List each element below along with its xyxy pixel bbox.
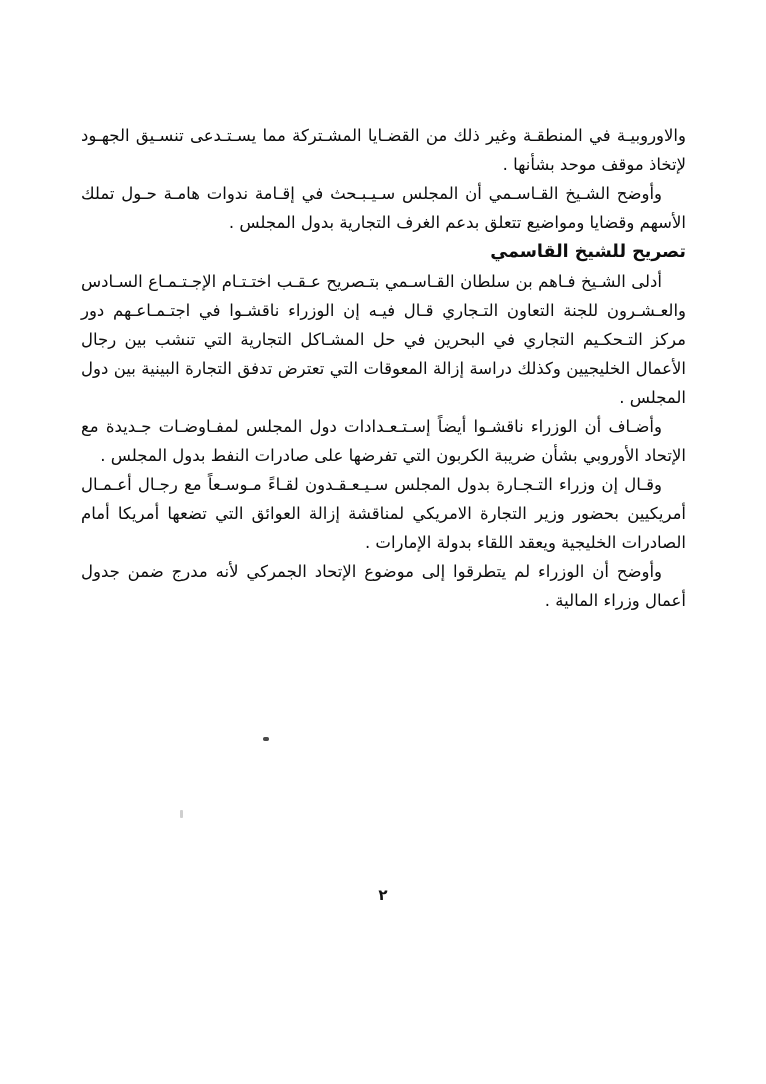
- scan-speck: [263, 737, 269, 741]
- section-heading: تصريح للشيخ القاسمي: [490, 242, 686, 262]
- paragraph-statement: أدلى الشـيخ فـاهم بن سلطان القـاسـمي بتـصريح عـقـب اختـتـام الإجـتـمـاع السـادس والعـشـرون للجنة التعاون التـجاري قـال فيـه إن الوزراء ناقشـوا في اجتـمـاعـهم دور مركز التـحكـيم التجاري في البحرين في حل المشـاكل التجارية التي تنشب بين رجال الأعمال الخليجيين وكذلك دراسة إزالة المعوقات التي تعترض تدفق التجارة البينية بين دول المجلس .: [81, 272, 686, 407]
- page-number: ٢: [378, 886, 388, 904]
- paragraph-customs-union: وأوضح أن الوزراء لم يتطرقوا إلى موضوع الإتحاد الجمركي لأنه مدرج ضمن جدول أعمال وزراء المالية .: [81, 562, 686, 610]
- scan-speck: [180, 810, 183, 818]
- paragraph-carbon-tax: وأضـاف أن الوزراء ناقشـوا أيضاً إسـتـعـدادات دول المجلس لمفـاوضـات جـديدة مع الإتحاد الأوروبي بشأن ضريبة الكربون التي تفرضها على صادرات النفط بدول المجلس .: [81, 417, 686, 465]
- paragraph-seminars: وأوضح الشـيخ القـاسـمي أن المجلس سـيـبـحث في إقـامة ندوات هامـة حـول تملك الأسهم وقضايا ومواضيع تتعلق بدعم الغرف التجارية بدول المجلس .: [81, 184, 686, 232]
- paragraph-us-meeting: وقـال إن وزراء التـجـارة بدول المجلس سـيـعـقـدون لقـاءً مـوسـعاً مع رجـال أعـمـال أمريكيين بحضور وزير التجارة الامريكي لمناقشة إزالة العوائق التي تضعها أمريكا أمام الصادرات الخليجية ويعقد اللقاء بدولة الإمارات .: [81, 475, 686, 552]
- paragraph-continuation: والاوروبيـة في المنطقـة وغير ذلك من القضـايا المشـتركة مما يسـتـدعى تنسـيق الجهـود لإتخاذ موقف موحد بشأنها .: [81, 126, 686, 174]
- article-body: [81, 121, 686, 615]
